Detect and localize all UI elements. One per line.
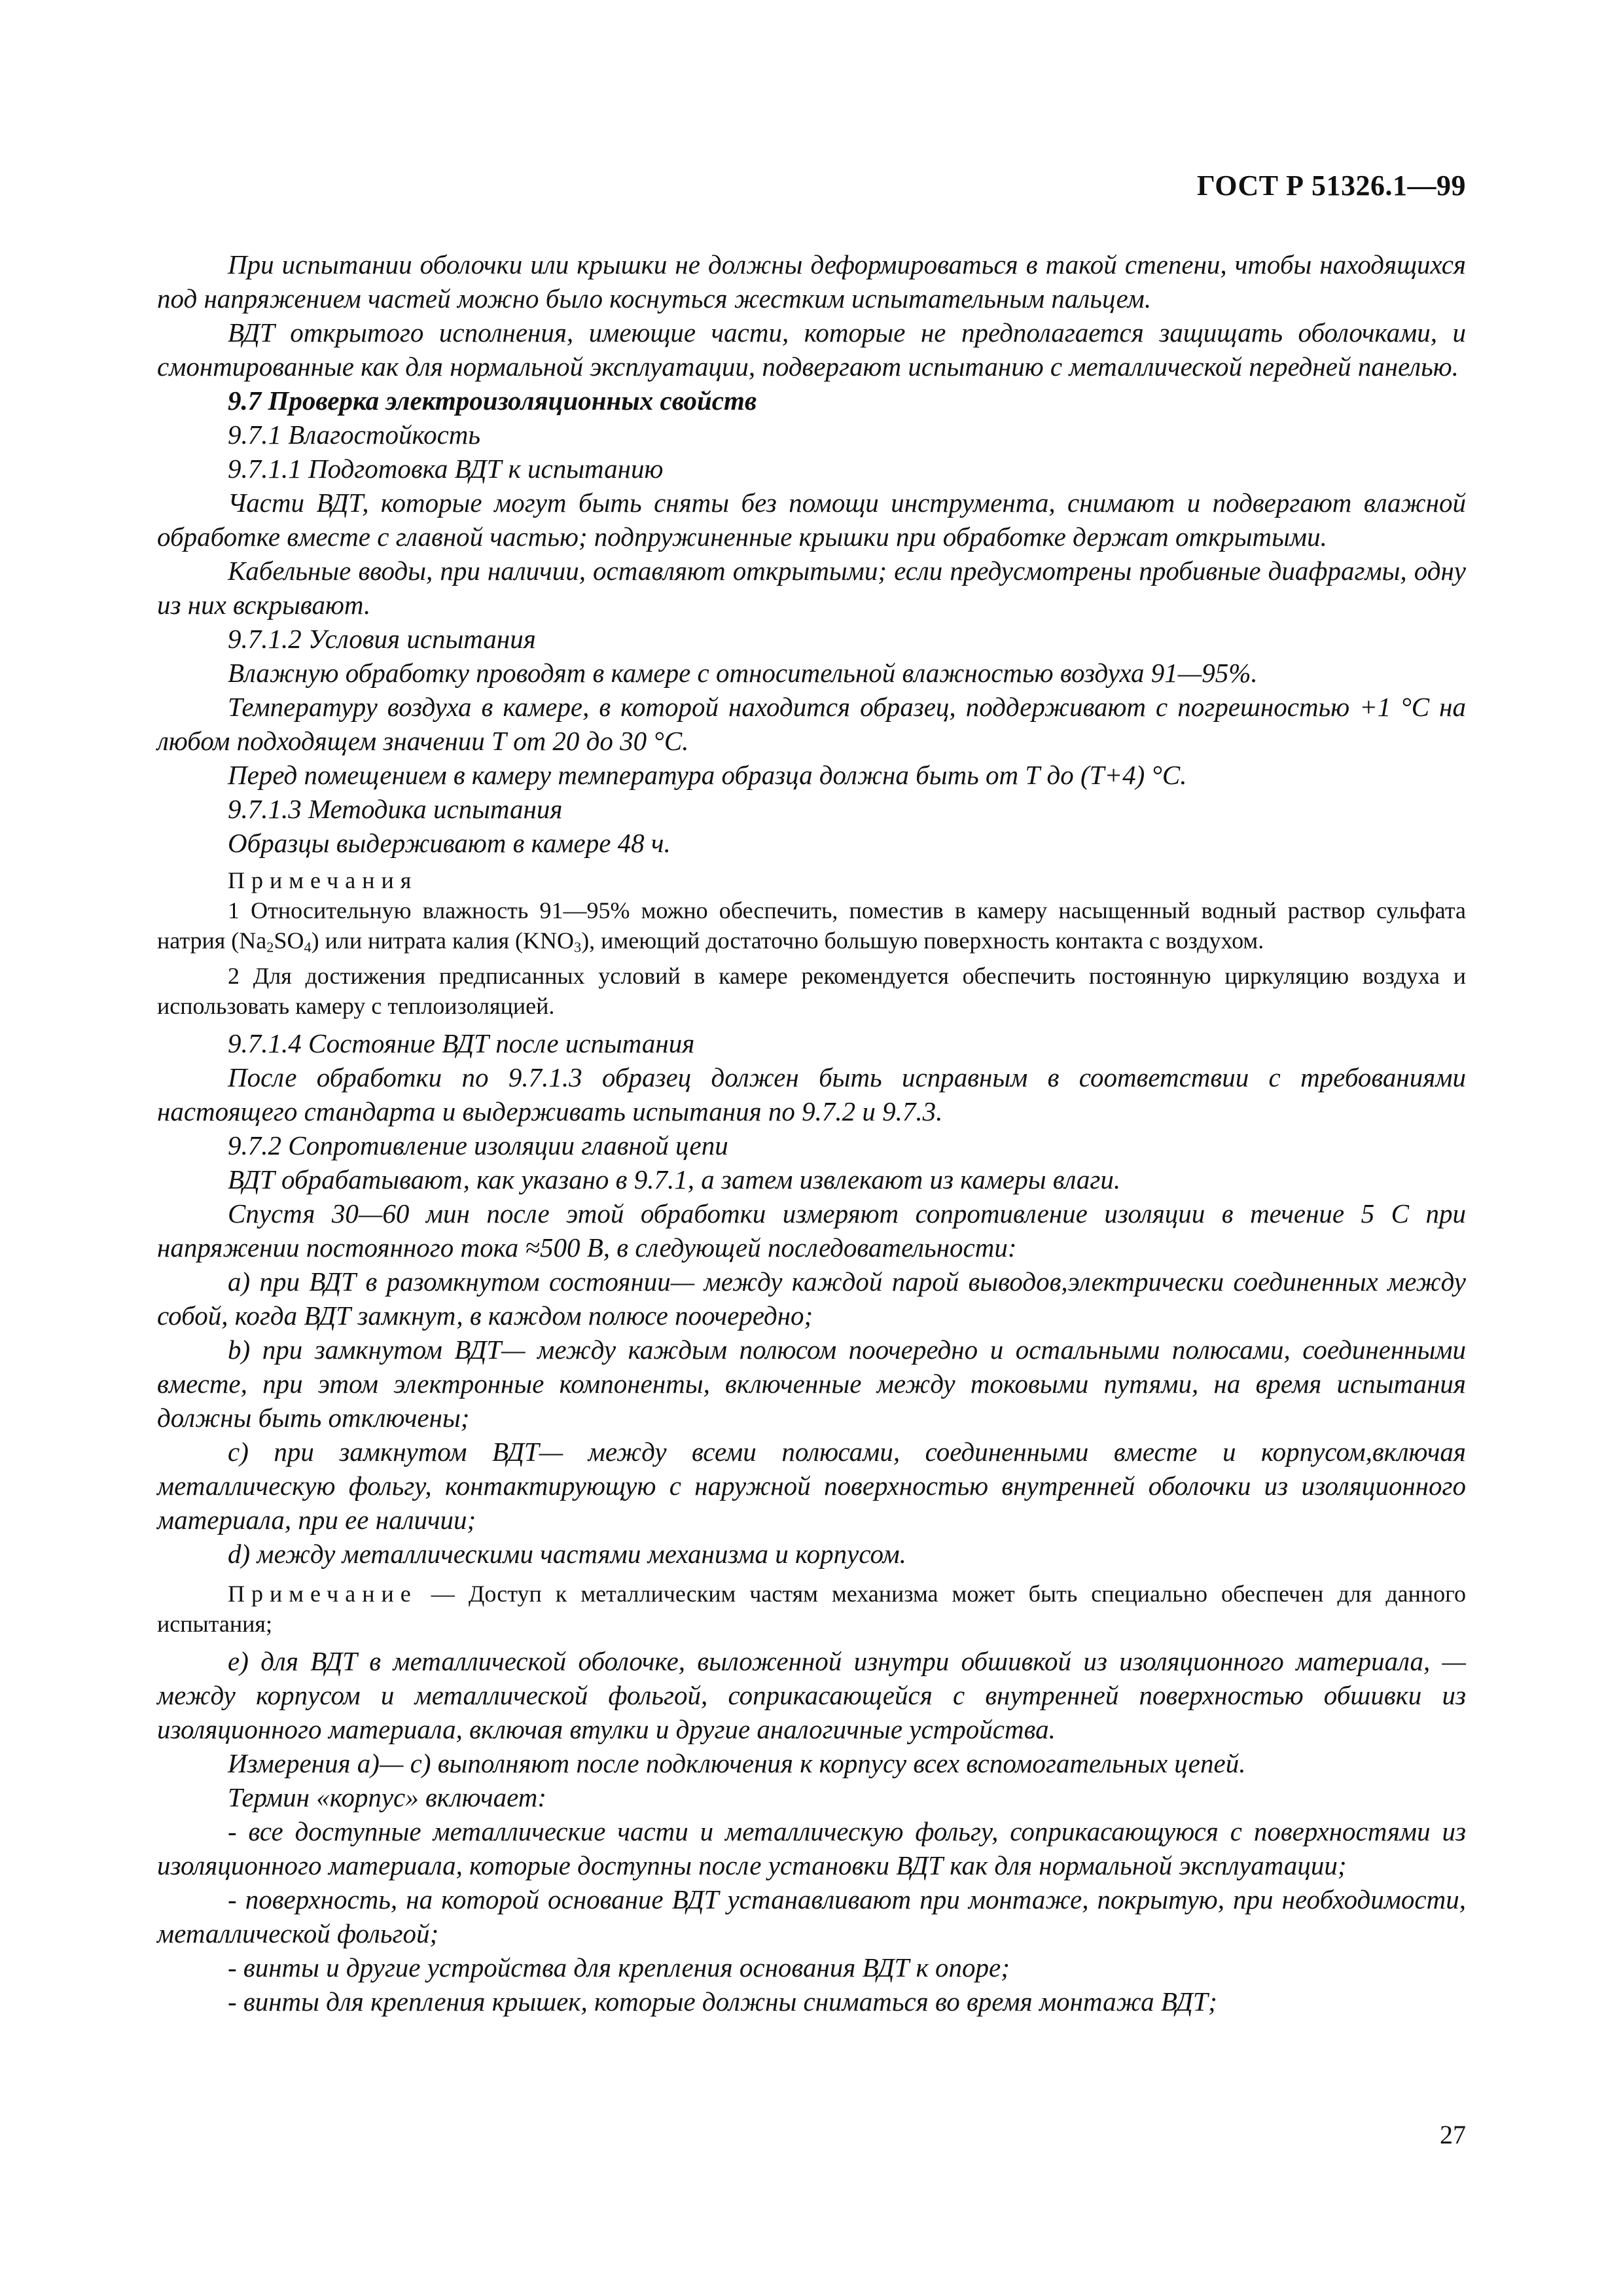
document-body — [157, 247, 1466, 2018]
subsection-heading: 9.7.1 Влагостойкость — [228, 420, 481, 450]
paragraph: Части ВДТ, которые могут быть сняты без помощи инструмента, снимают и подвергают влажной обработке вместе с главной частью; подпружиненные крышки при обработке держат открытыми. — [157, 488, 1466, 552]
list-item-b: b) при замкнутом ВДТ— между каждым полюсом поочередно и остальными полюсами, соединенными вместе, при этом электронные компоненты, включенные между токовыми путями, на время испытания должны быть отключены; — [157, 1335, 1466, 1433]
paragraph: ВДТ открытого исполнения, имеющие части, которые не предполагается защищать оболочками, и смонтированные как для нормальной эксплуатации, подвергают испытанию с металлической передней панелью. — [157, 317, 1466, 382]
paragraph: При испытании оболочки или крышки не должны деформироваться в такой степени, чтобы находящихся под напряжением частей можно было коснуться жестким испытательным пальцем. — [157, 249, 1466, 314]
dash-item: - все доступные металлические части и металлическую фольгу, соприкасающуюся с поверхностями из изоляционного материала, которые доступны после установки ВДТ как для нормальной эксплуатации; — [157, 1816, 1466, 1880]
note-1 — [157, 895, 1466, 956]
note-1-text-a: 1 Относительную влажность 91—95% можно обеспечить, поместив в камеру насыщенный водный раствор сульфата натрия (Na — [157, 897, 1466, 954]
note-text: — Доступ к металлическим частям механизма может быть специально обеспечен для данного испытания; — [157, 1581, 1467, 1637]
subscript-2: 2 — [266, 939, 274, 956]
notes-heading: Примечания — [228, 867, 418, 893]
clause-heading: 9.7.1.3 Методика испытания — [228, 794, 563, 824]
dash-item: - поверхность, на которой основание ВДТ устанавливают при монтаже, покрытую, при необходимости, металлической фольгой; — [157, 1884, 1466, 1948]
dash-item: - винты и другие устройства для крепления основания ВДТ к опоре; — [228, 1952, 1010, 1982]
page-number: 27 — [1440, 2120, 1466, 2149]
paragraph: Измерения a)— c) выполняют после подключения к корпусу всех вспомогательных цепей. — [228, 1748, 1246, 1778]
paragraph: Температуру воздуха в камере, в которой находится образец, поддерживают с погрешностью +1 °С на любом подходящем значении Т от 20 до 30 °С. — [157, 692, 1466, 756]
clause-heading: 9.7.1.4 Состояние ВДТ после испытания — [228, 1028, 695, 1058]
paragraph: Перед помещением в камеру температура образца должна быть от Т до (Т+4) °С. — [228, 760, 1187, 790]
list-item-e: e) для ВДТ в металлической оболочке, выложенной изнутри обшивкой из изоляционного материала, — между корпусом и металлической фольгой, соприкасающейся с внутренней поверхностью обшивки из изоляционного материала, включая втулки и другие аналогичные устройства. — [157, 1646, 1466, 1744]
document-header: ГОСТ Р 51326.1—99 — [1196, 170, 1466, 202]
clause-heading: 9.7.1.2 Условия испытания — [228, 624, 536, 654]
section-heading: 9.7 Проверка электроизоляционных свойств — [228, 386, 757, 416]
list-item-c: c) при замкнутом ВДТ— между всеми полюсами, соединенными вместе и корпусом,включая металлическую фольгу, контактирующую с наружной поверхностью внутренней оболочки из изоляционного материала, при ее наличии; — [157, 1437, 1466, 1535]
note-2: 2 Для достижения предписанных условий в камере рекомендуется обеспечить постоянную циркуляцию воздуха и использовать камеру с теплоизоляцией. — [157, 963, 1466, 1019]
paragraph: Влажную обработку проводят в камере с относительной влажностью воздуха 91—95%. — [228, 658, 1258, 688]
subscript-4: 4 — [304, 939, 312, 956]
dash-item: - винты для крепления крышек, которые должны сниматься во время монтажа ВДТ; — [228, 1986, 1217, 2017]
paragraph: Спустя 30—60 мин после этой обработки измеряют сопротивление изоляции в течение 5 С при напряжении постоянного тока ≈500 В, в следующей последовательности: — [157, 1198, 1466, 1263]
clause-heading: 9.7.1.1 Подготовка ВДТ к испытанию — [228, 454, 664, 484]
paragraph: Образцы выдерживают в камере 48 ч. — [228, 828, 671, 858]
subsection-heading: 9.7.2 Сопротивление изоляции главной цепи — [228, 1130, 728, 1160]
paragraph: Кабельные вводы, при наличии, оставляют открытыми; если предусмотрены пробивные диафрагмы, одну из них вскрывают. — [157, 556, 1466, 620]
list-item-a: a) при ВДТ в разомкнутом состоянии— между каждой парой выводов,электрически соединенных между собой, когда ВДТ замкнут, в каждом полюсе поочередно; — [157, 1266, 1466, 1331]
paragraph: ВДТ обрабатывают, как указано в 9.7.1, а затем извлекают из камеры влаги. — [228, 1164, 1121, 1194]
subscript-3: 3 — [574, 939, 582, 956]
list-item-d: d) между металлическими частями механизма и корпусом. — [228, 1539, 906, 1569]
note-1-text-b: ) или нитрата калия (KNO — [311, 927, 575, 954]
paragraph: Термин «корпус» включает: — [228, 1782, 547, 1812]
paragraph: После обработки по 9.7.1.3 образец должен быть исправным в соответствии с требованиями настоящего стандарта и выдерживать испытания по 9.7.2 и 9.7.3. — [157, 1062, 1466, 1126]
note — [157, 1579, 1466, 1639]
note-label: Примечание — [228, 1581, 418, 1607]
note-1-text-so: SO — [274, 927, 304, 954]
note-1-text-c: ), имеющий достаточно большую поверхность контакта с воздухом. — [581, 927, 1264, 954]
